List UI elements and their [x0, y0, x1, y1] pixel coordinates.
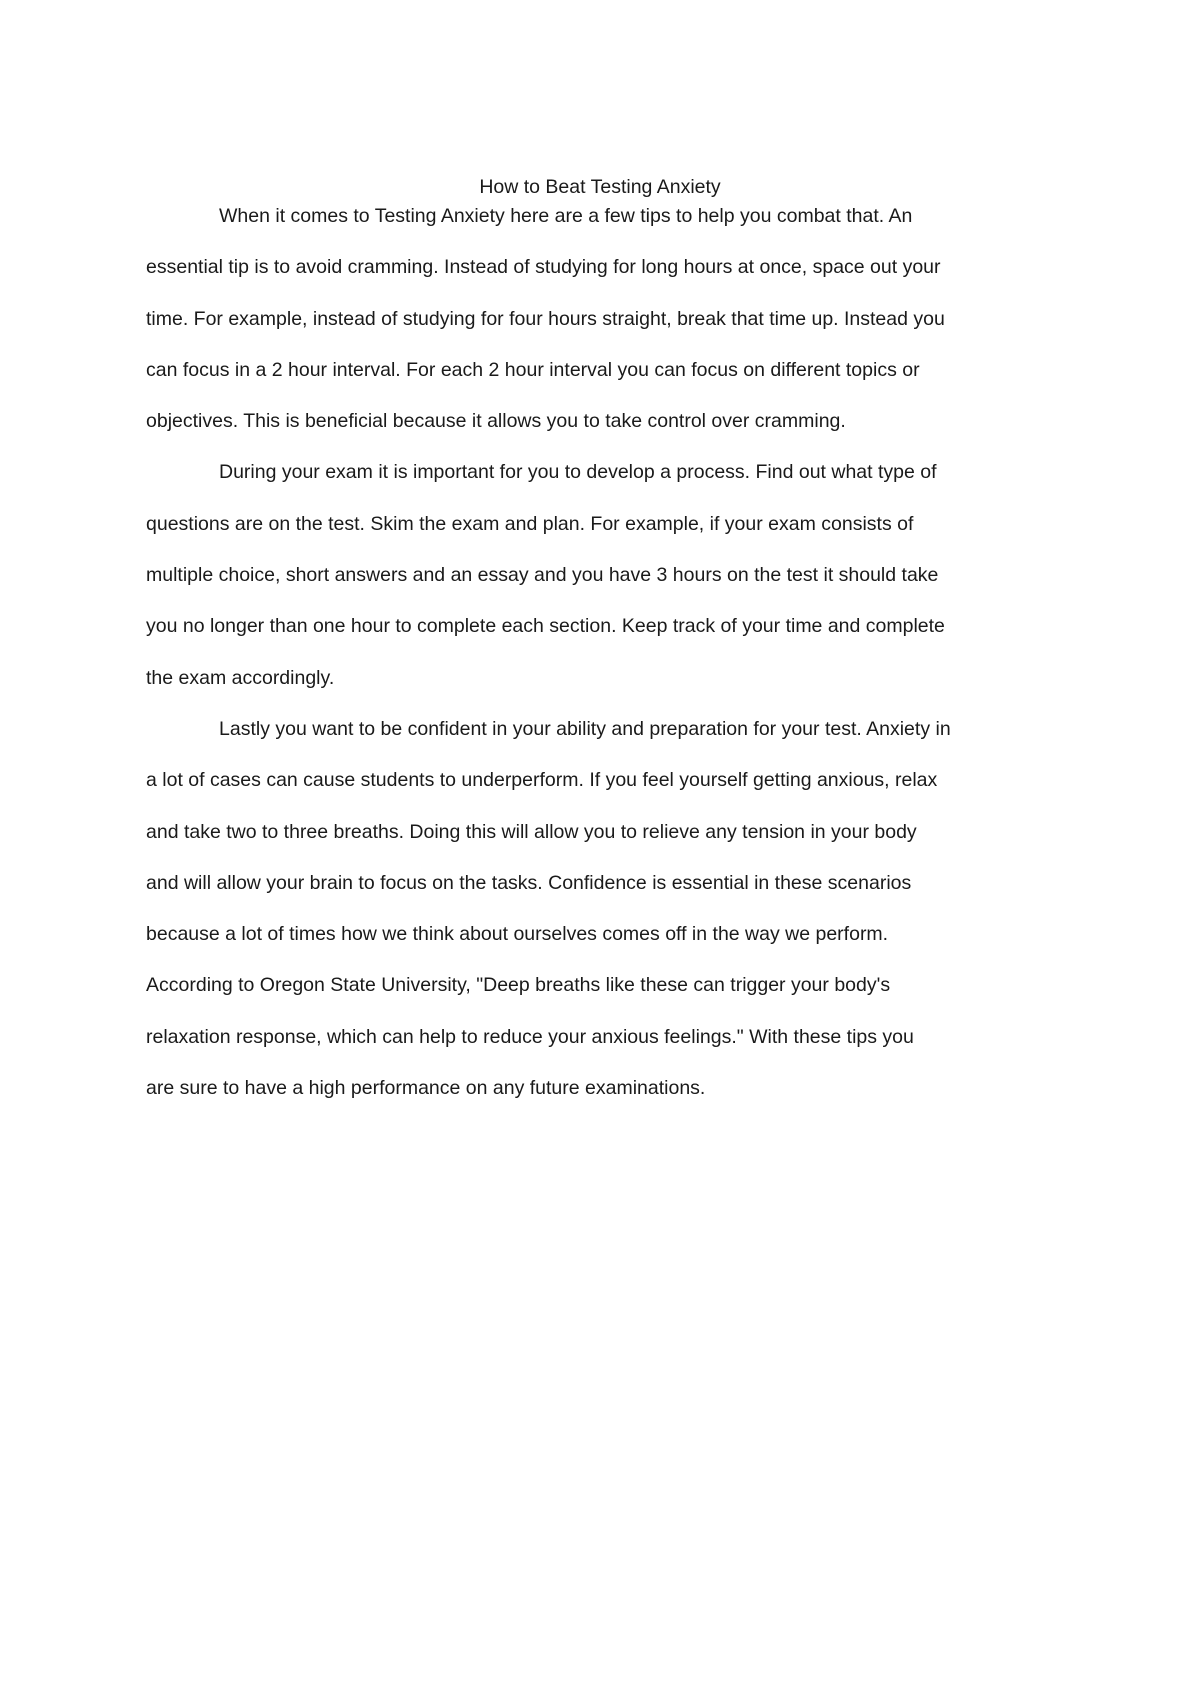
paragraph-1-line-1: When it comes to Testing Anxiety here are a few tips to help you combat that. An [219, 205, 913, 227]
paragraph-3-line-4: and will allow your brain to focus on the tasks. Confidence is essential in these scenarios [146, 871, 912, 894]
paragraph-1-line-2: essential tip is to avoid cramming. Instead of studying for long hours at once, space out your [146, 256, 941, 279]
document-body [146, 202, 1066, 1125]
paragraph-3-line-6: According to Oregon State University, "Deep breaths like these can trigger your body's [146, 974, 891, 997]
paragraph-1-line-3: time. For example, instead of studying for four hours straight, break that time up. Instead you [146, 307, 945, 330]
paragraph-3-line-2: a lot of cases can cause students to underperform. If you feel yourself getting anxious, relax [146, 769, 938, 792]
paragraph-1-line-5: objectives. This is beneficial because it allows you to take control over cramming. [146, 410, 846, 433]
paragraph-3-line-7: relaxation response, which can help to reduce your anxious feelings." With these tips you [146, 1025, 914, 1048]
paragraph-3-line-5: because a lot of times how we think about ourselves comes off in the way we perform. [146, 923, 889, 946]
paragraph-2-line-1: During your exam it is important for you to develop a process. Find out what type of [219, 461, 937, 484]
paragraph-2-line-2: questions are on the test. Skim the exam and plan. For example, if your exam consists of [146, 512, 914, 535]
paragraph-2-line-5: the exam accordingly. [146, 666, 335, 689]
document-title: How to Beat Testing Anxiety [479, 176, 721, 198]
paragraph-2-line-3: multiple choice, short answers and an essay and you have 3 hours on the test it should take [146, 564, 939, 587]
paragraph-2-line-4: you no longer than one hour to complete each section. Keep track of your time and complete [146, 615, 945, 638]
paragraph-1-line-4: can focus in a 2 hour interval. For each 2 hour interval you can focus on different topics or [146, 358, 920, 381]
paragraph-3-line-3: and take two to three breaths. Doing this will allow you to relieve any tension in your body [146, 820, 917, 843]
paragraph-3-line-8: are sure to have a high performance on any future examinations. [146, 1077, 706, 1100]
paragraph-3-line-1: Lastly you want to be confident in your ability and preparation for your test. Anxiety in [219, 717, 951, 740]
